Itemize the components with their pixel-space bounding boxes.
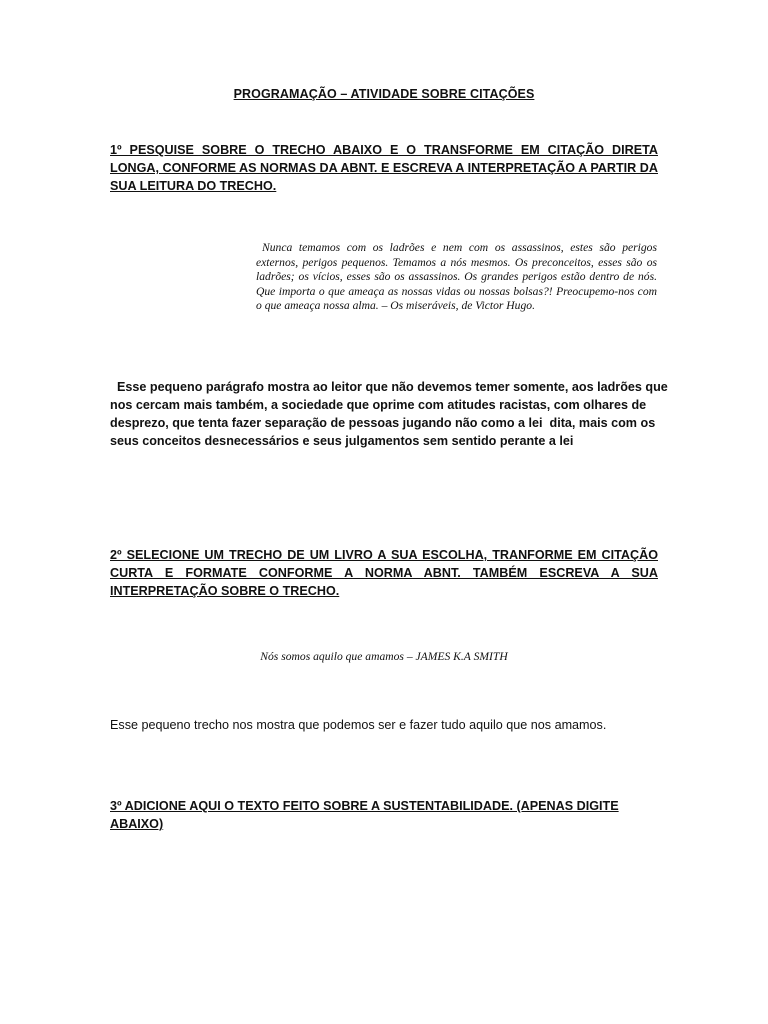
document-title: PROGRAMAÇÃO – ATIVIDADE SOBRE CITAÇÕES xyxy=(233,87,535,101)
question-1: 1º PESQUISE SOBRE O TRECHO ABAIXO E O TRANSFORME EM CITAÇÃO DIRETA LONGA, CONFORME AS NORMAS DA ABNT. E ESCREVA A INTERPRETAÇÃO A PARTIR DA SUA LEITURA DO TRECHO. xyxy=(110,143,658,193)
answer-1-line: desprezo, que tenta fazer separação de pessoas jugando não como a lei dita, mais com os xyxy=(110,416,656,430)
question-2: 2º SELECIONE UM TRECHO DE UM LIVRO A SUA ESCOLHA, TRANFORME EM CITAÇÃO CURTA E FORMATE CONFORME A NORMA ABNT. TAMBÉM ESCREVA A SUA INTERPRETAÇÃO SOBRE O TRECHO. xyxy=(110,548,658,598)
answer-1-line: nos cercam mais também, a sociedade que oprime com atitudes racistas, com olhares de xyxy=(110,398,647,412)
answer-1-line: Esse pequeno parágrafo mostra ao leitor que não devemos temer somente, aos ladrões que xyxy=(110,380,668,394)
short-citation: Nós somos aquilo que amamos – JAMES K.A SMITH xyxy=(260,650,508,663)
answer-2: Esse pequeno trecho nos mostra que podemos ser e fazer tudo aquilo que nos amamos. xyxy=(110,718,607,732)
answer-1-line: seus conceitos desnecessários e seus julgamentos sem sentido perante a lei xyxy=(110,434,574,448)
answer-1 xyxy=(110,378,670,450)
long-citation: Nunca temamos com os ladrões e nem com os assassinos, estes são perigos externos, perigos pequenos. Temamos a nós mesmos. Os preconceitos, esses são os ladrões; os vícios, esses são os assassinos. Os grandes perigos estão dentro de nós. Que importa o que ameaça as nossas vidas ou nossas bolsas?! Preocupemo-nos com o que ameaça nossa alma. – Os miseráveis, de Victor Hugo. xyxy=(256,241,657,313)
question-3: 3º ADICIONE AQUI O TEXTO FEITO SOBRE A SUSTENTABILIDADE. (APENAS DIGITE ABAIXO) xyxy=(110,799,619,831)
